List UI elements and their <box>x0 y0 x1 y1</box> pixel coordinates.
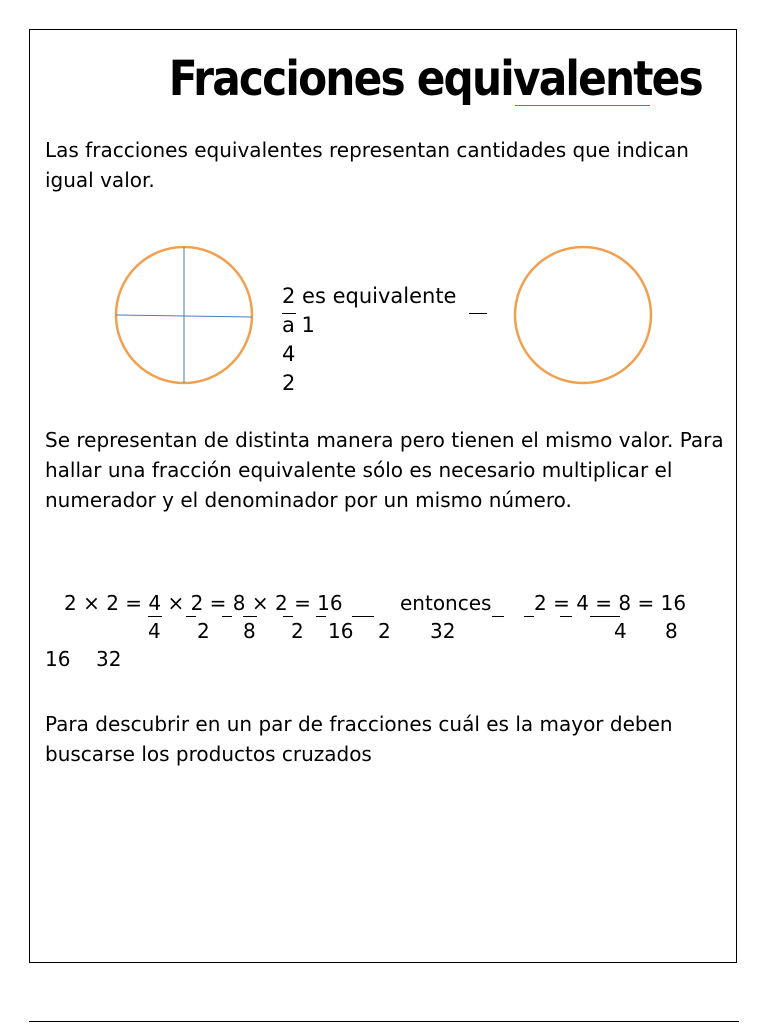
equation-left: 2 × 2 = 4 × 2 = 8 × 2 = 16 <box>64 591 343 615</box>
fraction-bar <box>524 616 534 617</box>
denominator: 32 <box>430 619 456 643</box>
explanation-paragraph: Se representan de distinta manera pero tienen el mismo valor. Para hallar una fracción equivalente sólo es necesario multiplicar el numerador y el denominador por un mismo número. <box>45 428 724 512</box>
fraction-bar <box>186 616 196 617</box>
equivalence-statement <box>282 282 492 395</box>
denominator: 8 <box>243 619 256 643</box>
denominator: 32 <box>96 647 122 671</box>
denominator: 16 <box>328 619 354 643</box>
fraction-bar <box>560 616 572 617</box>
statement-line-2: a 1 <box>282 313 315 337</box>
equation-connector: entonces <box>400 591 492 615</box>
intro-paragraph: Las fracciones equivalentes representan cantidades que indican igual valor. <box>45 138 689 192</box>
denominator: 8 <box>665 619 678 643</box>
fraction-bar <box>492 616 504 617</box>
bottom-rule <box>29 1021 739 1022</box>
fraction-bar <box>282 313 296 314</box>
denominator: 2 <box>378 619 391 643</box>
fraction-bar <box>469 313 487 314</box>
statement-line-1: 2 es equivalente <box>282 284 457 308</box>
fraction-bar <box>316 616 326 617</box>
title-underline <box>515 105 650 106</box>
denominator: 4 <box>148 619 161 643</box>
closing-paragraph: Para descubrir en un par de fracciones cuál es la mayor deben buscarse los productos cruzados <box>45 712 673 766</box>
fraction-bar <box>590 616 620 617</box>
fraction-bar <box>222 616 232 617</box>
page-title: Fracciones equivalentes <box>168 49 702 107</box>
equation-right: 2 = 4 = 8 = 16 <box>534 591 687 615</box>
statement-line-3: 4 <box>282 342 296 366</box>
fraction-bar <box>352 616 374 617</box>
fraction-bar <box>283 616 293 617</box>
denominator: 2 <box>291 619 304 643</box>
denominator: 2 <box>197 619 210 643</box>
denominator: 4 <box>614 619 627 643</box>
denominator: 16 <box>45 647 71 671</box>
statement-line-4: 2 <box>282 371 296 395</box>
fraction-bar <box>148 616 162 617</box>
fraction-bar <box>243 616 257 617</box>
